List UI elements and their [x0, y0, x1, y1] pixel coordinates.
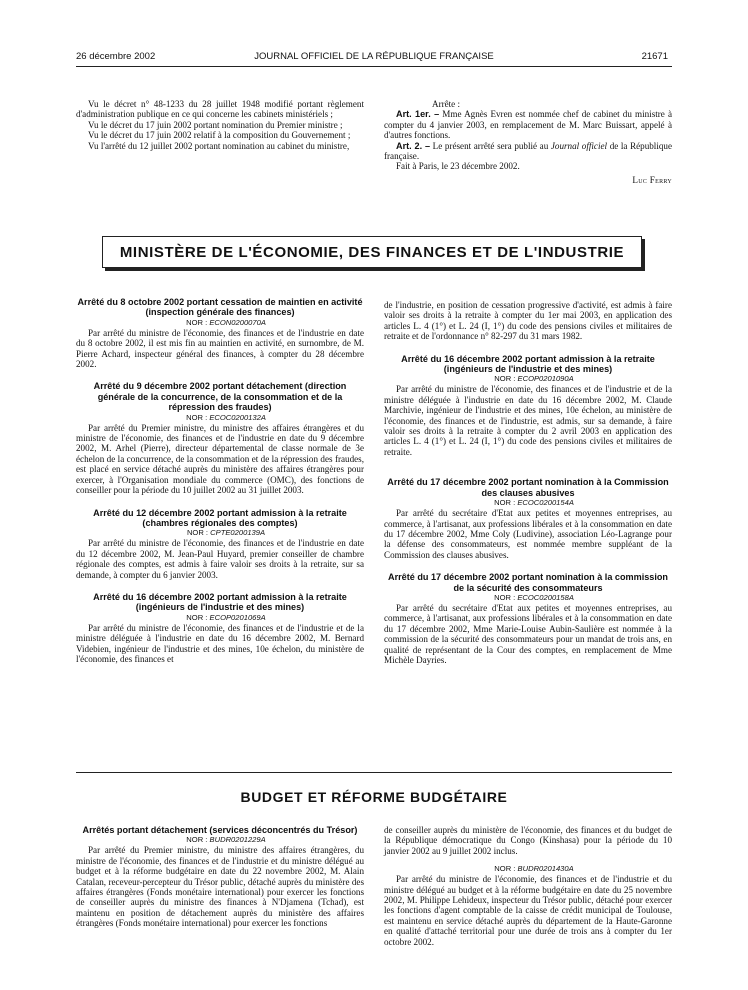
- nor-line: NOR : ECOP0201069A: [186, 612, 266, 622]
- budget-left-column: [76, 825, 364, 929]
- decree-block: [384, 354, 672, 458]
- nor-code: BUDR0201229A: [209, 835, 266, 845]
- header-page-number: 21671: [641, 51, 668, 62]
- arrete-heading: Arrête :: [432, 99, 461, 109]
- header-rule: [76, 66, 672, 67]
- journal-officiel-ref: Journal officiel: [550, 140, 608, 151]
- decree-text: Par arrêté du ministre de l'économie, des finances et de l'industrie et de la ministre déléguée à l'industrie en date du 16 décembre 2002, M. Bernard Videbien, ingénieur de l'industrie et des mines, 10e échelon, du ministère de l'économie, des finances et: [76, 622, 364, 664]
- ministry-right-column: [384, 300, 672, 665]
- nor-line: NOR : ECOC0200132A: [186, 412, 266, 422]
- section-rule: [76, 772, 672, 773]
- budget-right-column: [384, 825, 672, 947]
- visa-paragraph: Vu l'arrêté du 12 juillet 2002 portant nomination au cabinet du ministre,: [88, 140, 350, 151]
- decree-title: Arrêté du 12 décembre 2002 portant admission à la retraite (chambres régionales des comptes): [93, 507, 347, 528]
- visa-paragraph: Vu le décret du 17 juin 2002 portant nomination du Premier ministre ;: [88, 119, 343, 130]
- decree-text: Par arrêté du Premier ministre, du ministre des affaires étrangères, du ministre de l'économie, des finances et de l'industrie et du ministre délégué au budget et à la réforme budgétaire en date du 22 novembre 2002, M. Alain Catalan, receveur-percepteur du Trésor public, détaché auprès du ministère des affaires étrangères (Fonds monétaire international) pour exercer les fonctions de conseiller auprès du ministre des finances à N'Djamena (Tchad), est maintenu en position de détachement auprès du ministère des affaires étrangères (Fonds monétaire international) pour exercer les fonctions: [76, 845, 364, 929]
- nor-line: NOR : ECOC0200158A: [494, 592, 574, 602]
- decree-title: Arrêté du 8 octobre 2002 portant cessation de maintien en activité (inspection générale des finances): [77, 297, 363, 318]
- decree-block: [76, 508, 364, 580]
- article-2-text: Le présent arrêté sera publié au: [432, 140, 549, 151]
- nor-line: NOR : CPTE0200139A: [186, 528, 266, 538]
- decree-title: Arrêté du 17 décembre 2002 portant nomination à la commission de la sécurité des consommateurs: [388, 572, 668, 593]
- decree-block: [384, 572, 672, 665]
- decree-title: Arrêté du 17 décembre 2002 portant nomination à la Commission des clauses abusives: [387, 477, 669, 498]
- nor-code: ECOC0200132A: [209, 412, 266, 422]
- running-header: [0, 51, 748, 65]
- nor-line: NOR : BUDR0201430A: [494, 864, 574, 874]
- nor-line: NOR : ECOC0200154A: [494, 498, 574, 508]
- visa-paragraph: Vu le décret du 17 juin 2002 relatif à la composition du Gouvernement ;: [88, 130, 351, 141]
- decree-block: [76, 297, 364, 369]
- header-journal-title: JOURNAL OFFICIEL DE LA RÉPUBLIQUE FRANÇAISE: [254, 51, 494, 62]
- nor-code: ECOP0201090A: [517, 374, 574, 384]
- decree-text: Par arrêté du ministre de l'économie, des finances et de l'industrie en date du 8 octobre 2002, il est mis fin au maintien en activité, en surnombre, de M. Pierre Achard, inspecteur général des finances, à compter du 28 décembre 2002.: [76, 327, 364, 370]
- nor-code: BUDR0201430A: [517, 864, 574, 874]
- visa-paragraph: Vu le décret n° 48-1233 du 28 juillet 1948 modifié portant règlement d'administration publique en ce qui concerne les cabinets ministériels ;: [76, 99, 364, 120]
- article-2-label: Art. 2. –: [396, 140, 431, 151]
- ministry-left-column: [76, 297, 364, 664]
- decree-block: [76, 381, 364, 495]
- decree-text: Par arrêté du Premier ministre, du ministre des affaires étrangères et du ministre de l'économie, des finances et de l'industrie en date du 9 décembre 2002, M. Arhel (Pierre), directeur départemental de classe normale de 3e échelon de la concurrence, de la consommation et de la répression des fraudes, est placé en service détaché auprès du ministère des affaires étrangères pour exercer, à l'Organisation mondiale du commerce (OMC), des fonctions de conseiller pour la période du 10 juillet 2002 au 31 juillet 2003.: [76, 422, 364, 496]
- ministry-banner: [102, 236, 642, 268]
- article-1: [384, 109, 672, 140]
- nor-code: ECOC0200154A: [517, 498, 574, 508]
- nor-line: NOR : BUDR0201229A: [186, 835, 266, 845]
- decree-text: Par arrêté du ministre de l'économie, des finances et de l'industrie et du ministre délégué au budget et à la réforme budgétaire en date du 25 novembre 2002, M. Philippe Lehideux, inspecteur du Trésor public, détaché pour exercer les fonctions d'agent comptable de la caisse de crédit municipal de Toulouse, est maintenu en service détaché auprès du département de la Haute-Garonne en qualité d'attaché territorial pour une durée de trois ans à compter du 1er octobre 2002.: [384, 874, 672, 947]
- decree-title: Arrêté du 16 décembre 2002 portant admission à la retraite (ingénieurs de l'industrie et des mines): [401, 353, 655, 375]
- header-date: 26 décembre 2002: [76, 51, 156, 62]
- article-2-text-end: de la République française.: [384, 140, 672, 162]
- decree-title: Arrêtés portant détachement (services déconcentrés du Trésor): [82, 825, 358, 835]
- nor-line: NOR : ECOP0201090A: [494, 374, 574, 384]
- signature: Luc Ferry: [632, 174, 672, 185]
- decree-text: Par arrêté du ministre de l'économie, des finances et de l'industrie en date du 12 décembre 2002, M. Jean-Paul Huyard, premier conseiller de chambre régionale des comptes, est admis à faire valoir ses droits à la retraite, sur sa demande, à compter du 6 janvier 2003.: [76, 538, 364, 580]
- decree-title: Arrêté du 9 décembre 2002 portant détachement (direction générale de la concurrence, de la consommation et de la répression des fraudes): [93, 381, 347, 413]
- nor-code: ECOP0201069A: [209, 612, 266, 622]
- nor-line: NOR : ECON0200070A: [186, 317, 266, 327]
- fait-a-paris: Fait à Paris, le 23 décembre 2002.: [396, 161, 520, 172]
- article-1-text: Mme Agnès Evren est nommée chef de cabinet du ministre à compter du 4 janvier 2003, en remplacement de M. Marc Buissart, appelé à d'autres fonctions.: [384, 109, 672, 141]
- article-2: [384, 141, 672, 162]
- article-1-label: Art. 1er. –: [396, 109, 440, 120]
- decree-text-continuation: de l'industrie, en position de cessation progressive d'activité, est admis à faire valoir ses droits à la retraite à compter du 1er mai 2003, en application des articles L. 4 (1°) et L. 24 (I, 1°) du code des pensions civiles et militaires de retraite et de l'ordonnance n° 82-297 du 31 mars 1982.: [384, 300, 672, 342]
- decree-text: Par arrêté du secrétaire d'Etat aux petites et moyennes entreprises, au commerce, à l'artisanat, aux professions libérales et à la consommation en date du 17 décembre 2002, Mme Coly (Ludivine), association Léo-Lagrange pour la défense des consommateurs, est nommée membre suppléant de la Commission des clauses abusives.: [384, 508, 672, 560]
- top-right-column: [384, 99, 672, 185]
- nor-code: ECOC0200158A: [517, 592, 574, 602]
- nor-code: CPTE0200139A: [210, 528, 266, 538]
- decree-text-continuation: de conseiller auprès du ministère de l'économie, des finances et du budget de la République démocratique du Congo (Kinshasa) pour la période du 10 janvier 2002 au 9 juillet 2002 inclus.: [384, 825, 672, 856]
- decree-title: Arrêté du 16 décembre 2002 portant admission à la retraite (ingénieurs de l'industrie et des mines): [93, 591, 347, 613]
- budget-section-title: BUDGET ET RÉFORME BUDGÉTAIRE: [240, 789, 508, 805]
- decree-block: [384, 477, 672, 560]
- decree-text: Par arrêté du secrétaire d'Etat aux petites et moyennes entreprises, au commerce, à l'artisanat, aux professions libérales et à la consommation en date du 17 décembre 2002, Mme Marie-Louise Aubin-Saulière est nommée à la commission de la sécurité des consommateurs pour un mandat de trois ans, en qualité de représentant de la Cour des comptes, en remplacement de Mme Michèle Dayries.: [384, 602, 672, 665]
- decree-text: Par arrêté du ministre de l'économie, des finances et de l'industrie et de la ministre déléguée à l'industrie en date du 16 décembre 2002, M. Claude Marchivie, ingénieur de l'industrie et des mines, 10e échelon, au ministère de l'économie, des finances et de l'industrie, est admis, sur sa demande, à faire valoir ses droits à la retraite à compter du 2 avril 2003 en application des articles L. 4 (1°) et L. 24 (I, 1°) du code des pensions civiles et militaires de retraite.: [384, 384, 672, 457]
- decree-block: [76, 592, 364, 664]
- top-left-column: [76, 99, 364, 151]
- nor-code: ECON0200070A: [209, 317, 266, 327]
- ministry-title: MINISTÈRE DE L'ÉCONOMIE, DES FINANCES ET DE L'INDUSTRIE: [119, 243, 625, 261]
